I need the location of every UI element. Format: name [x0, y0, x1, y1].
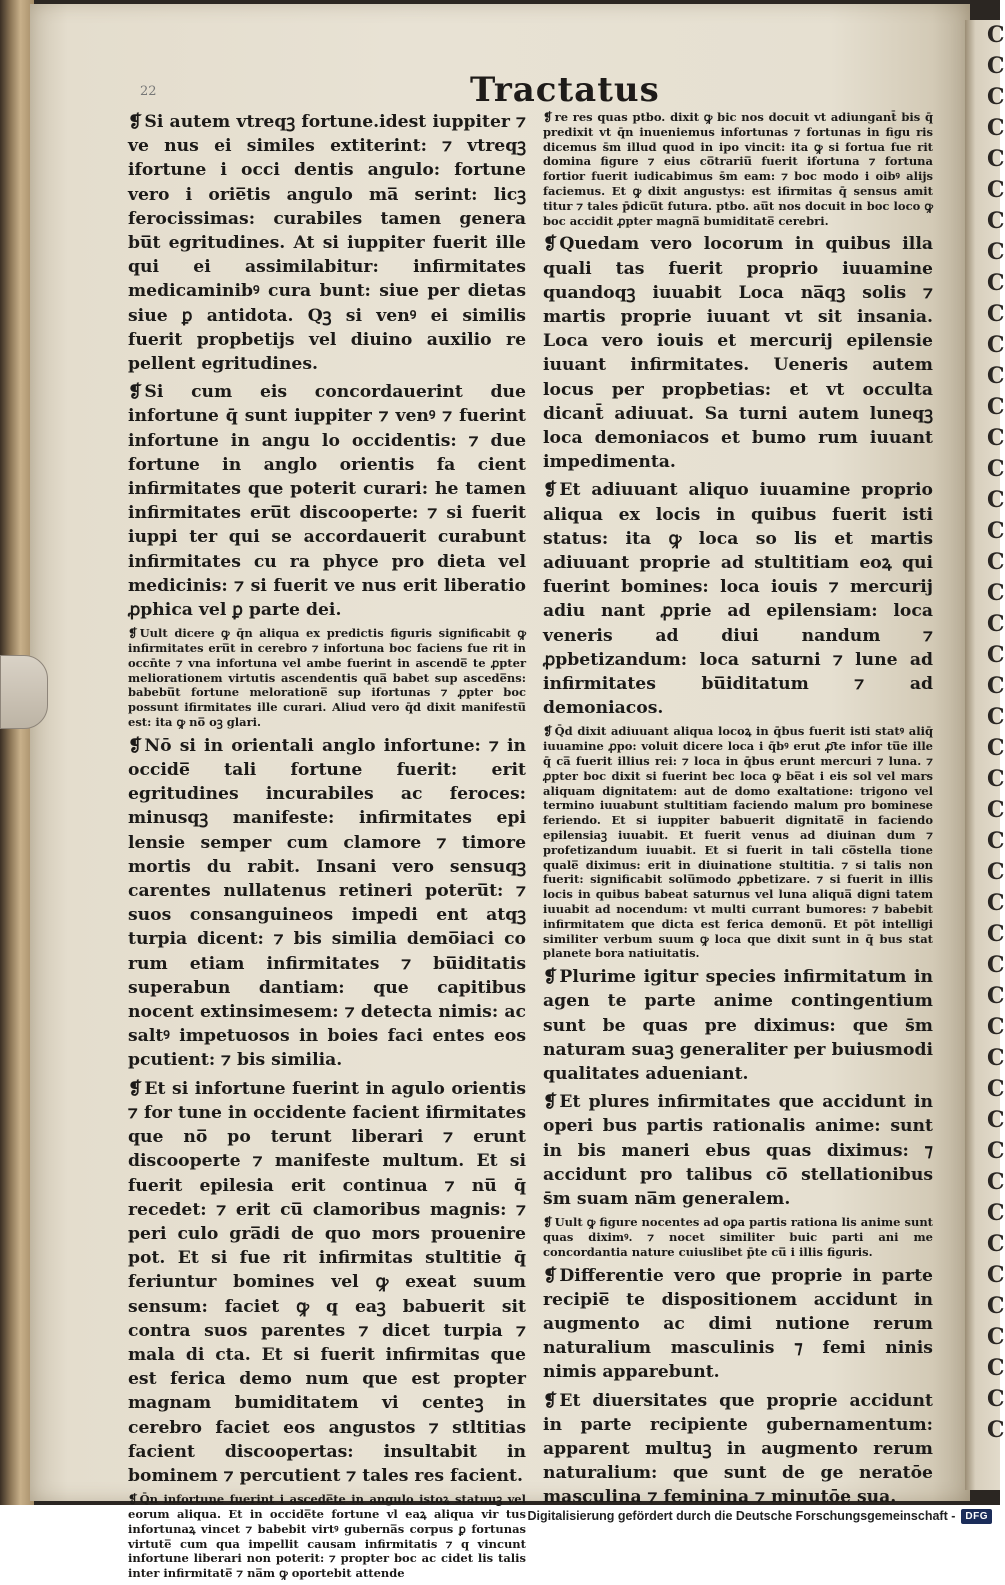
- paragraph: [543, 1264, 933, 1385]
- facing-page-edge: [965, 20, 1005, 1490]
- paragraph-mark: ❡: [543, 480, 558, 501]
- facing-page-fragment: C: [987, 53, 1005, 79]
- paragraph: [128, 380, 526, 622]
- facing-page-fragment: C: [987, 1417, 1005, 1443]
- paragraph-text: Q̄d dixit adiuuant aliqua locoꝝ in q̄bus fuerit isti statꝰ aliq̄ iuuamine ꝓpo: voluit dicere loca i q̄bꝰ erut ꝓ̄te infor tu̅e ille q̄ ca̅ fuerit illius rei: ⁊ loca in q̄bus erunt mercuri ⁊ luna. ⁊ ꝓpter boc dixit si fuerint bec loca ꝙ be̅at i eis sol vel mars aliquam dignitatem: aut de domo exaltatione: trigono vel termino iuuabunt stultitiam faciendo malum pro bominese feriendo. Et si iuppiter babuerit dignitate̅ in faciendo epilensiaꝫ iuuabit. Et fuerit venus ad diuinan dum ⁊ profetizandum iuuabit. Et si fuerit in tali co̅stella tione quale̅ diximus: erit in diuinatione stultitia. ⁊ si talis non fuerit: significabit solu̅modo ꝓpbetizare. ⁊ si fuerit in illis locis in quibus babeat saturnus vel luna aliqua̅ digni tatem iuuabit ad nocendum: vt multi currant bumores: ⁊ babebit infirmitatem que dicta est ferica demonu̅. Et pōt intelligi similiter verbum suum ꝙ loca que dixit sunt in q̄ bus stat planete bora natiuitatis.: [543, 724, 933, 961]
- facing-page-fragment: C: [987, 425, 1005, 451]
- facing-page-fragment: C: [987, 1355, 1005, 1381]
- paragraph-mark: ❡: [543, 1215, 553, 1230]
- facing-page-fragment: C: [987, 1324, 1005, 1350]
- paragraph: [543, 965, 933, 1086]
- paragraph: [543, 478, 933, 720]
- facing-page-fragment: C: [987, 1138, 1005, 1164]
- facing-page-fragment: C: [987, 1262, 1005, 1288]
- facing-page-fragment: C: [987, 332, 1005, 358]
- facing-page-fragment: C: [987, 146, 1005, 172]
- facing-page-fragment: C: [987, 1293, 1005, 1319]
- paragraph-text: Quedam vero locorum in quibus illa quali tas fuerit proprio iuuamine quandoqꝫ iuuabit Loca na̅qꝫ solis ⁊ martis proprie iuuant vt sit insania. Loca vero iouis et mercurij epilensie iuuant infirmitates. Ueneris autem locus per propbetias: et vt occulta dicant̄ adiuuat. Sa turni autem luneqꝫ loca demoniacos et bumo rum iuuant impedimenta.: [543, 234, 933, 473]
- facing-page-fragment: C: [987, 766, 1005, 792]
- facing-page-fragment: C: [987, 828, 1005, 854]
- paragraph-mark: ❡: [543, 1390, 558, 1411]
- facing-page-fragment: C: [987, 1169, 1005, 1195]
- facing-page-fragment: C: [987, 115, 1005, 141]
- paragraph-mark: ❡: [543, 1265, 558, 1286]
- facing-page-fragment: C: [987, 363, 1005, 389]
- facing-page-fragment: C: [987, 1386, 1005, 1412]
- paragraph: [543, 232, 933, 474]
- facing-page-fragment: C: [987, 1014, 1005, 1040]
- paragraph-text: Q̄n infortune fuerint i ascede̅te in angulo istoꝝ statuuꝫ vel eorum aliqua. Et in occide̅te fortune vl eaꝝ aliqua vir tus infortunaꝝ vincet ⁊ babebit virtꝰ guberna̅s corpus ꝑ fortunas virtute̅ cum qua impellit causam infirmitatis ⁊ q vincunt infortune liberari non poterit: ⁊ propter boc ac cidet lis talis inter infirmitate̅ ⁊ na̅m ꝙ oportebit attende: [128, 1492, 526, 1581]
- paragraph: [128, 626, 526, 730]
- paragraph-text: Differentie vero que proprie in parte recipie̅ te dispositionem accidunt in augmento ac dimi nutione rerum naturalium masculinis ⁊ femi ninis nimis apparebunt.: [543, 1265, 933, 1383]
- facing-page-fragment: C: [987, 1231, 1005, 1257]
- paragraph-text: re res quas ptbo. dixit ꝙ bic nos docuit vt adiungant̄ bis q̄ predixit vt q̄n inueniemus infortunas ⁊ fortunas in figu ris dicemus s̄m illud quod in ipo vincit: ita ꝙ si fortua fue rit domina figure ⁊ eius co̅trariu̅ fuerit ifortuna ⁊ fortuna fortior fuerit iudicabimus s̄m eam: ⁊ boc modo i oibꝰ alijs faciemus. Et ꝙ dixit angustys: est ifirmitas q̄ sensus amit titur ⁊ tales p̄dicu̅t futura. ptbo. au̅t nos docuit in boc loco ꝙ boc accidit ꝓpter magna̅ bumiditate̅ cerebri.: [543, 110, 933, 228]
- text-column-left: [128, 110, 526, 1585]
- facing-page-fragment: C: [987, 642, 1005, 668]
- paragraph-mark: ❡: [128, 735, 143, 756]
- digitization-footer: [528, 1506, 992, 1526]
- facing-page-fragment: C: [987, 208, 1005, 234]
- facing-page-fragment: C: [987, 1200, 1005, 1226]
- paragraph-mark: ❡: [543, 967, 558, 988]
- paragraph-text: Si cum eis concordauerint due infortune q̄ sunt iuppiter ⁊ venꝰ ⁊ fuerint infortune in angu lo occidentis: ⁊ due fortune in anglo orientis fa cient infirmitates que poterit curari: he tamen infirmitates eru̅t discooperte: ⁊ si fuerit iuppi ter qui se accordauerit curabunt infirmitates cu ra phyce pro dieta vel medicinis: ⁊ si fuerit ve nus erit liberatio ꝓphica vel ꝑ parte dei.: [128, 382, 526, 621]
- facing-page-fragment: C: [987, 983, 1005, 1009]
- facing-page-fragment: C: [987, 487, 1005, 513]
- paragraph-text: Uult dicere ꝙ q̄n aliqua ex predictis figuris significabit ꝙ infirmitates eru̅t in cerebro ⁊ infortuna boc faciens fue rit in occn̄te ⁊ vna infortuna vel ambe fuerint in ascende̅ te ꝓpter meliorationem virtutis ascendentis qua̅ babet sup ascede̅ns: babebu̅t fortune meloratione̅ sup ifortunas ⁊ ꝓpter boc possunt ifirmitates ille curari. Aliud vero q̄d dixit manifestu̅ est: ita ꝙ no̅ oꝫ glari.: [128, 626, 526, 730]
- facing-page-fragment: C: [987, 735, 1005, 761]
- facing-page-fragment: C: [987, 797, 1005, 823]
- facing-page-fragment: C: [987, 549, 1005, 575]
- paragraph-mark: ❡: [543, 234, 558, 255]
- paragraph: [543, 1389, 933, 1510]
- facing-page-fragment: C: [987, 704, 1005, 730]
- paragraph-mark: ❡: [128, 112, 143, 132]
- facing-page-fragment: C: [987, 22, 1005, 48]
- footer-credit: Digitalisierung gefördert durch die Deutsche Forschungsgemeinschaft -: [527, 1509, 956, 1523]
- facing-page-fragment: C: [987, 1045, 1005, 1071]
- paragraph: [543, 1215, 933, 1259]
- text-column-right: [543, 110, 933, 1514]
- facing-page-fragment: C: [987, 1076, 1005, 1102]
- facing-page-fragment: C: [987, 177, 1005, 203]
- facing-page-fragment: C: [987, 84, 1005, 110]
- paragraph-text: Si autem vtreqꝫ fortune.idest iuppiter ⁊ ve nus ei similes extiterint: ⁊ vtreqꝫ ifortune i occi dentis angulo: fortune vero i orie̅tis angulo ma̅ serint: licꝫ ferocissimas: curabiles tamen genera bu̅t egritudines. At si iuppiter fuerit ille qui ei assimilabitur: infirmitates medicaminibꝰ cura bunt: siue per dietas siue ꝑ antidota. Qꝫ si venꝰ ei similis fuerit propbetijs vel diuino auxilio re pellent egritudines.: [128, 112, 526, 375]
- paragraph-mark: ❡: [543, 724, 553, 739]
- facing-page-fragment: C: [987, 518, 1005, 544]
- facing-page-fragment: C: [987, 952, 1005, 978]
- facing-page-fragment: C: [987, 611, 1005, 637]
- paragraph: [543, 110, 933, 228]
- paragraph-text: Et si infortune fuerint in agulo orientis ⁊ for tune in occidente facient ifirmitates que no̅ po terunt liberari ⁊ erunt discooperte ⁊ manifeste multum. Et si fuerit epilesia erit continua ⁊ nu̅ q̄ recedet: ⁊ erit cu̅ clamoribus magnis: ⁊ peri culo gra̅di de quo mors prouenire pot. Et si fue rit infirmitas stultitie q̄ feriuntur bomines vel ꝙ exeat suum sensum: faciet ꝙ q eaꝫ babuerit sit contra suos parentes ⁊ dicet turpia ⁊ mala di cta. Et si fuerit infirmitas que est ferica demo num que est propter magnam bumiditatem vi centeꝫ in cerebro faciet eos angustos ⁊ stltitias facient discoopertas: insultabit in bominem ⁊ percutient ⁊ tales res facient.: [128, 1078, 526, 1486]
- paragraph-mark: ❡: [128, 382, 143, 403]
- paragraph-mark: ❡: [128, 1492, 138, 1507]
- paragraph-text: Et adiuuant aliquo iuuamine proprio aliqua ex locis in quibus fuerit isti status: ita ꝙ loca so lis et martis adiuuant proprie ad stultitiam eoꝝ qui fuerint bomines: loca iouis ⁊ mercurij adiu nant ꝓprie ad epilensiam: loca veneris ad diui nandum ⁊ ꝓpbetizandum: loca saturni ⁊ lune ad infirmitates bu̅iditatum ⁊ ad demoniacos.: [543, 480, 933, 719]
- paragraph: [128, 110, 526, 376]
- paragraph-text: Nō si in orientali anglo infortune: ⁊ in occide̅ tali fortune fuerit: erit egritudines incurabiles ac feroces: minusqꝫ manifeste: infirmitates epi lensie semper cum clamore ⁊ timore mortis du rabit. Insani vero sensuqꝫ carentes nullatenus retineri poteru̅t: ⁊ suos consanguineos impedi ent atqꝫ turpia dicent: ⁊ bis similia demo̅iaci co rum etiam infirmitates ⁊ bu̅iditatis superabun dantiam: que capitibus nocent extinsimesem: ⁊ detecta nimis: ac saltꝰ impetuosos in boies faci entes eos pcutient: ⁊ bis similia.: [128, 735, 526, 1071]
- paragraph: [128, 1492, 526, 1581]
- paragraph-text: Uult ꝙ figure nocentes ad oꝑa partis rationa lis anime sunt quas diximꝰ. ⁊ nocet similiter buic parti ani me concordantia nature cuiuslibet p̄te cu̅ i illis figuris.: [543, 1215, 933, 1259]
- facing-page-fragment: C: [987, 890, 1005, 916]
- paragraph: [543, 1090, 933, 1211]
- facing-page-fragment: C: [987, 456, 1005, 482]
- folio-number: 22: [140, 84, 157, 99]
- facing-page-fragment: C: [987, 859, 1005, 885]
- paragraph: [128, 734, 526, 1073]
- facing-page-fragment: C: [987, 301, 1005, 327]
- paragraph-mark: ❡: [543, 110, 553, 124]
- paragraph-text: Et plures infirmitates que accidunt in operi bus partis rationalis anime: sunt in bis maneri ebus quas diximus: ⁊ accidunt pro talibus co̅ stellationibus s̄m suam na̅m generalem.: [543, 1092, 933, 1210]
- facing-page-fragment: C: [987, 239, 1005, 265]
- paragraph-mark: ❡: [128, 1078, 143, 1099]
- facing-page-fragment: C: [987, 1107, 1005, 1133]
- running-header: Tractatus: [470, 70, 660, 110]
- paragraph-mark: ❡: [128, 626, 138, 641]
- paragraph: [543, 724, 933, 961]
- page-clip: [0, 655, 48, 729]
- paragraph-text: Plurime igitur species infirmitatum in agen te parte anime contingentium sunt be quas pre diximus: que s̄m naturam suaꝫ generaliter per buiusmodi qualitates adueniant.: [543, 967, 933, 1084]
- paragraph: [128, 1077, 526, 1488]
- facing-page-fragment: C: [987, 673, 1005, 699]
- facing-page-fragment: C: [987, 921, 1005, 947]
- facing-page-fragment: C: [987, 580, 1005, 606]
- book-edge-left: [0, 0, 34, 1505]
- paragraph-text: Et diuersitates que proprie accidunt in parte recipiente gubernamentum: apparent multuꝫ in augmento rerum naturalium: que sunt de ge neratōe masculina ⁊ feminina ⁊ minutōe sua.: [543, 1390, 933, 1508]
- paragraph-mark: ❡: [543, 1092, 558, 1113]
- facing-page-fragment: C: [987, 270, 1005, 296]
- facing-page-fragment: C: [987, 394, 1005, 420]
- dfg-logo: DFG: [961, 1509, 992, 1524]
